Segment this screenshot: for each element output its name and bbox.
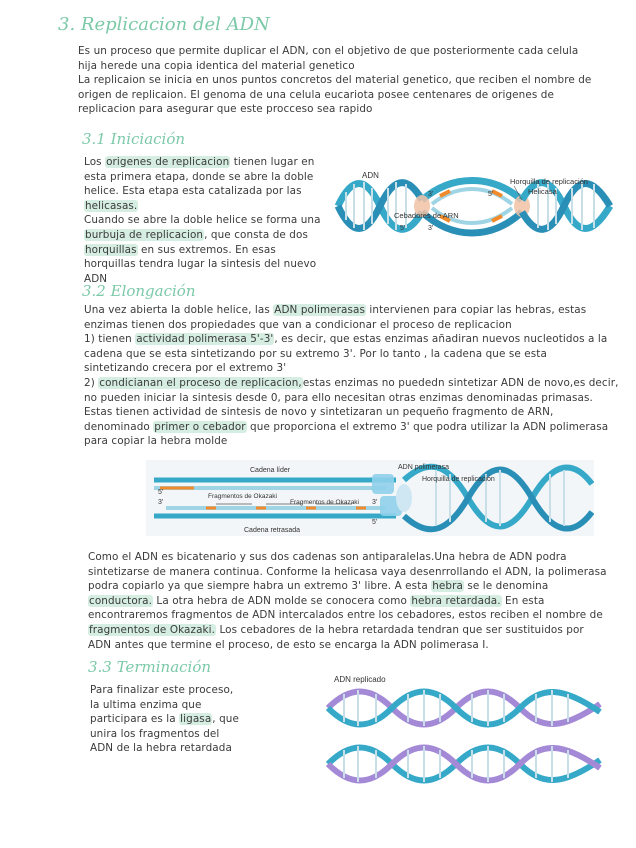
highlighted-term: condicianan el proceso de replicacion, (99, 376, 302, 389)
text-run: sintetizando crecera por el extremo 3' (84, 362, 287, 375)
text-line (84, 405, 619, 420)
fig-label-5prime: 5' (372, 519, 378, 526)
text-line (84, 434, 619, 449)
text-line (84, 184, 321, 199)
fig-label-adn: ADN (362, 171, 379, 180)
text-run: ADN (84, 272, 108, 285)
fig-label-3prime: 3' (158, 499, 164, 506)
text-run: ADN de la hebra retardada (90, 742, 232, 755)
text-run: Estas tienen actividad de sintesis de novo y sintetizaran un pequeño fragmento de ARN, (84, 406, 554, 419)
elongacion-paragraph (84, 303, 619, 449)
fig-label-polimerasa: ADN polimerasa (398, 464, 449, 471)
text-run: , es decir, que estas enzimas añadiran nuevos nucleotidos a la (274, 333, 608, 346)
text-line (90, 741, 239, 756)
text-line (88, 565, 607, 580)
text-run: helice. Esta etapa esta catalizada por las (84, 185, 302, 198)
text-run: ADN antes que termine el proceso, de esto se encarga la ADN polimerasa I. (88, 638, 489, 651)
text-line (84, 155, 321, 170)
text-run: para copiar la hebra molde (84, 435, 228, 448)
text-run: no pueden iniciar la sintesis desde 0, para ello necesitan otras enzimas denominadas primasas. (84, 391, 593, 404)
text-line (88, 623, 607, 638)
elongacion-paragraph-2 (88, 550, 607, 652)
text-line (84, 376, 619, 391)
replicated-dna-figure (324, 668, 604, 796)
text-run: encontraremos fragmentos de ADN intercalados entre los cebadores, estos reciben el nombre de (88, 609, 603, 622)
text-line (88, 608, 607, 623)
text-run: tienen lugar en (230, 156, 315, 168)
text-run: podra copiarlo ya que siempre habra un extremo 3' libre. A esta (88, 580, 432, 593)
intro-paragraph (78, 44, 591, 117)
text-run: sintetizarse de manera continua. Conforme la helicasa vaya desenrrollando el ADN, la polimerasa (88, 565, 607, 578)
text-run: cadena que se esta sintetizando por su extremo 3'. Por lo tanto , la cadena que se esta (84, 347, 547, 360)
highlighted-term: horquillas (85, 243, 137, 256)
text-line (84, 347, 619, 362)
text-run: esta primera etapa, donde se abre la doble (84, 170, 314, 183)
highlighted-term: ligasa (180, 713, 212, 726)
text-run: la ultima enzima que (90, 698, 202, 711)
text-run: en sus extremos. En esas (137, 243, 276, 256)
text-line (90, 698, 239, 713)
fig-label-5prime: 5' (158, 489, 164, 496)
text-run: horquillas tendra lugar la sintesis del nuevo (84, 258, 317, 271)
text-run: Como el ADN es bicatenario y sus dos cadenas son antiparalelas.Una hebra de ADN podra (88, 551, 567, 563)
text-line (90, 683, 239, 698)
text-run: Los cebadores de la hebra retardada tendran que ser sustituidos por (216, 623, 584, 636)
text-run: denominado (84, 420, 154, 433)
replication-fork-figure (332, 166, 616, 254)
text-line (88, 550, 607, 565)
text-run: En esta (501, 594, 545, 607)
text-line (84, 361, 619, 376)
iniciacion-paragraph (84, 155, 321, 286)
text-run: 1) tienen (84, 333, 136, 346)
highlighted-term: fragmentos de Okazaki. (89, 623, 216, 636)
text-run: , que consta de dos (204, 228, 308, 241)
text-run: estas enzimas no puededn sintetizar ADN de novo,es decir, (302, 376, 619, 389)
fig-label-horquilla: Horquilla de replicación (510, 177, 588, 186)
highlighted-term: burbuja de replicacion (85, 228, 204, 241)
intro-line: hija herede una copia identica del material genetico (78, 59, 355, 72)
section-title-iniciacion: 3.1 Iniciación (82, 130, 186, 148)
text-run: La otra hebra de ADN molde se conocera como (153, 594, 411, 607)
text-line (84, 391, 619, 406)
text-run: 2) (84, 376, 99, 389)
highlighted-term: hebra retardada. (411, 594, 501, 607)
intro-line: Es un proceso que permite duplicar el ADN, con el objetivo de que posteriormente cada celula (78, 45, 579, 57)
fig-label-3prime: 3' (428, 191, 434, 198)
elongation-figure (146, 460, 594, 536)
text-line (84, 257, 321, 272)
text-run: que proporciona el extremo 3' que podra utilizar la ADN polimerasa (246, 420, 609, 433)
text-line (84, 170, 321, 185)
text-line (84, 243, 321, 258)
fig-label-cadena-retrasada: Cadena retrasada (244, 527, 301, 534)
text-line (84, 332, 619, 347)
highlighted-term: origenes de replicacion (106, 156, 230, 168)
highlighted-term: actividad polimerasa 5'-3' (136, 333, 274, 346)
highlighted-term: helicasas. (85, 199, 138, 212)
fig-label-cebadores: Cebadores de ARN (394, 211, 459, 220)
text-run: unira los fragmentos del (90, 727, 220, 740)
highlighted-term: ADN polimerasas (274, 304, 366, 316)
text-run: Cuando se abre la doble helice se forma una (84, 214, 321, 227)
text-line (88, 638, 607, 653)
section-title-terminacion: 3.3 Terminación (88, 658, 212, 676)
text-run: , que (212, 713, 239, 726)
fig-label-5prime: 5' (488, 191, 494, 198)
text-line (90, 712, 239, 727)
fig-label-3prime: 3' (372, 499, 378, 506)
text-run: intervienen para copiar las hebras, estas (366, 304, 587, 316)
text-line (84, 199, 321, 214)
text-line (88, 594, 607, 609)
text-line (84, 318, 619, 333)
intro-line: replicacion para asegurar que este procceso sea rapido (78, 103, 373, 116)
text-run: Los (84, 156, 106, 168)
text-line (88, 579, 607, 594)
fig-label-cadena-lider: Cadena líder (250, 467, 291, 474)
text-run: participara es la (90, 713, 180, 726)
terminacion-paragraph (90, 683, 239, 756)
highlighted-term: hebra (432, 580, 463, 593)
fig-label-3prime: 3' (428, 225, 434, 232)
text-run: Para finalizar este proceso, (90, 684, 234, 696)
fig-label-okazaki: Fragmentos de Okazaki (290, 499, 360, 506)
text-run: enzimas tienen dos propiedades que van a condicionar el proceso de replicacion (84, 318, 512, 331)
intro-line: origen de replicaion. El genoma de una celula eucariota posee centenares de origenes de (78, 88, 554, 101)
fig-label-okazaki: Fragmentos de Okazaki (208, 493, 278, 500)
text-line (84, 213, 321, 228)
section-title-elongacion: 3.2 Elongación (82, 282, 196, 300)
highlighted-term: primer o cebador (154, 420, 246, 433)
highlighted-term: conductora. (89, 594, 153, 607)
fig-label-adn-replicado: ADN replicado (334, 675, 386, 684)
text-line (84, 420, 619, 435)
intro-line: La replicaion se inicia en unos puntos concretos del material genetico, que reciben el nombre de (78, 74, 592, 87)
text-line (84, 303, 619, 318)
text-line (90, 727, 239, 742)
fig-label-5prime: 5' (400, 225, 406, 232)
fig-label-helicasa: Helicasa (528, 187, 557, 196)
text-run: se le denomina (463, 580, 549, 593)
text-line (84, 228, 321, 243)
main-title: 3. Replicacion del ADN (58, 14, 270, 35)
text-run: Una vez abierta la doble helice, las (84, 304, 274, 316)
fig-label-horquilla: Horquilla de replicación (422, 476, 495, 483)
